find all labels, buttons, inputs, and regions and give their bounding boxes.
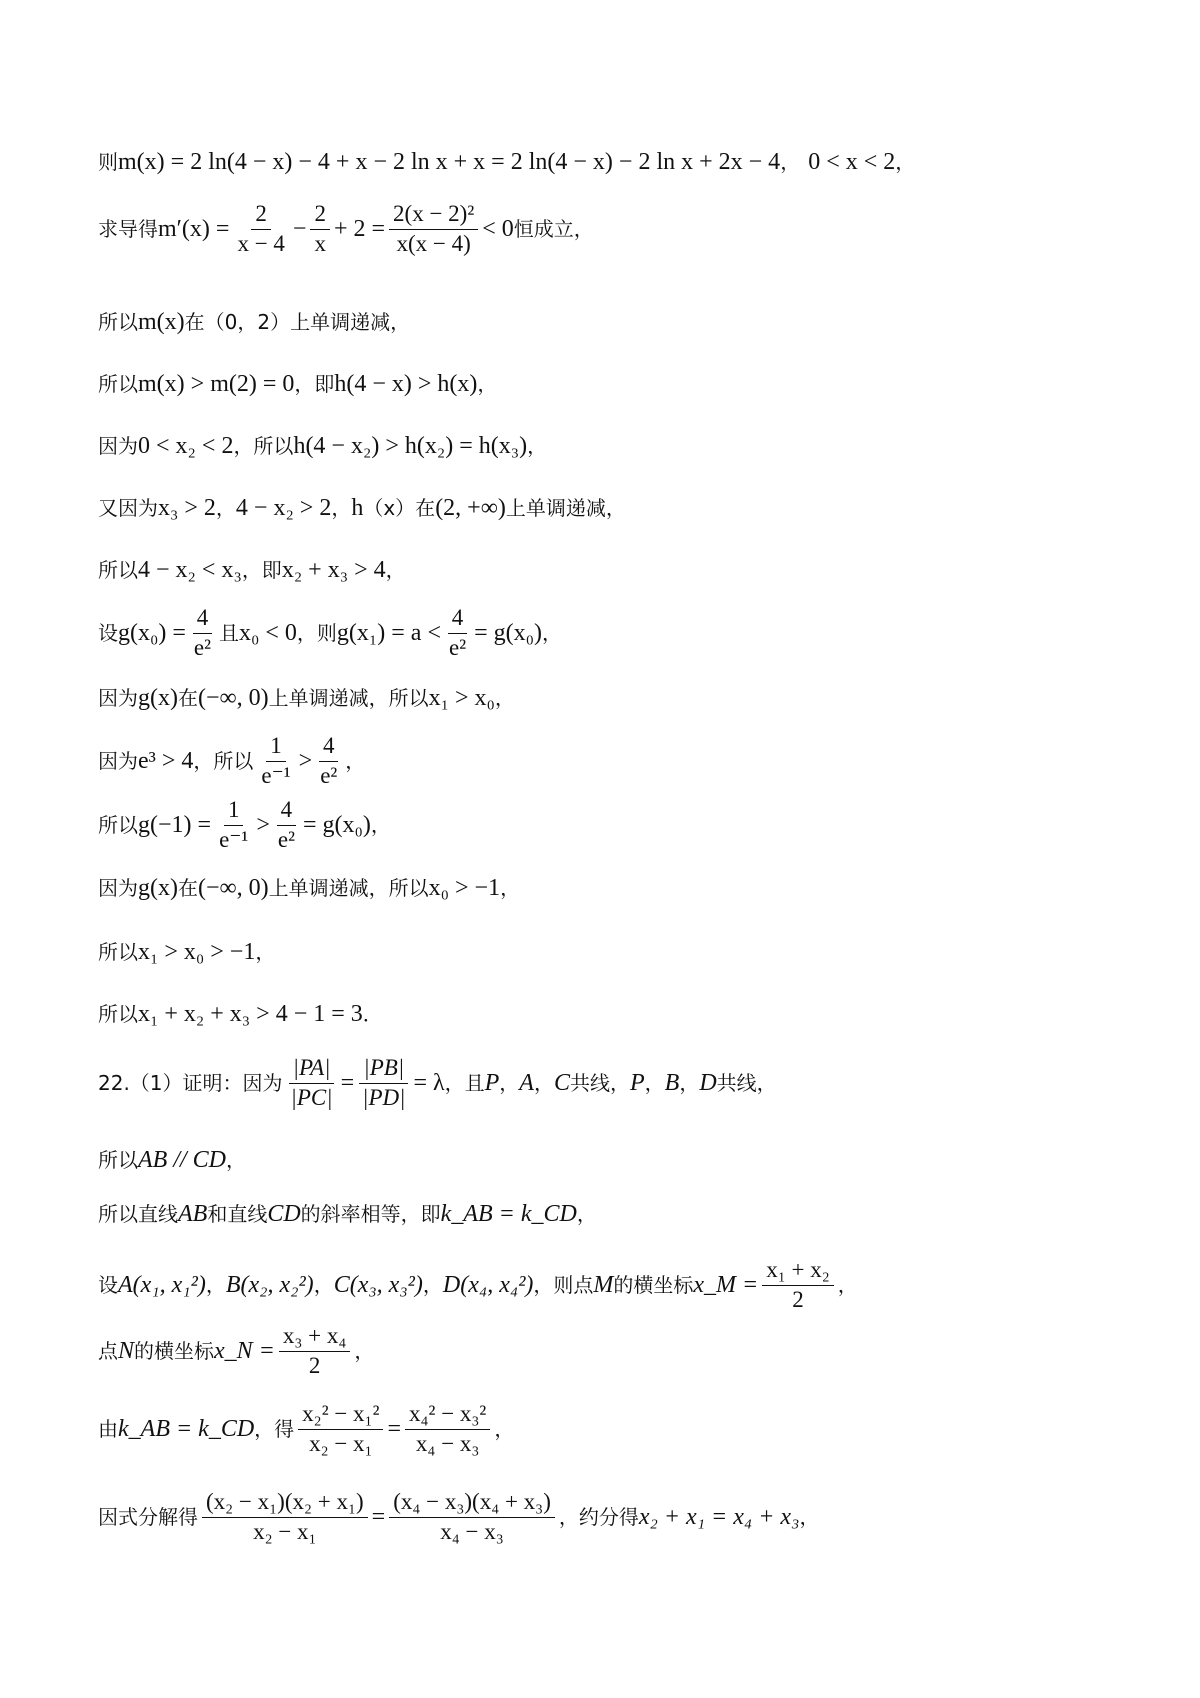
fraction-denominator: e⁻¹ [219,826,249,852]
line-2-plus: + 2 = [333,215,386,242]
point-d: D [699,1069,717,1096]
line-4 [98,370,1140,399]
line-20-fraction-1 [298,1400,383,1459]
line-21-fraction-1 [202,1488,368,1547]
fraction-numerator: 4 [448,604,468,634]
line-6-mid: （x）在 [363,496,436,521]
line-11-end: ， [370,813,391,838]
line-10-end: ， [345,749,366,774]
line-15-collinear-2: 共线， [716,1071,777,1096]
line-18-text-1: ，则点 [533,1273,594,1298]
point-a-coord: A(x₁, x₁²) [118,1271,206,1298]
fraction-denominator: e² [193,634,211,660]
point-p: P [629,1069,645,1096]
line-21-text: ，约分得 [558,1505,639,1530]
fraction-numerator: 2(x − 2)² [389,200,478,230]
point-p: P [484,1069,500,1096]
line-15 [98,1054,1140,1113]
line-8-fraction-2 [445,604,470,663]
line-8-math-3: g(x₁) = a < [336,619,441,646]
line-7-end: ， [385,558,406,583]
line-8-fraction-1 [190,604,215,663]
line-12-math-1: g(x) [138,875,178,901]
line-9-mid-1: 在 [177,686,198,711]
line-4-math-1: m(x) > m(2) = 0 [138,371,295,397]
line-20 [98,1400,1140,1459]
line-10-mid: ，所以 [193,749,254,774]
line-13 [98,938,1140,967]
line-19-text: 的横坐标 [134,1339,215,1364]
line-12-prefix: 因为 [98,876,138,901]
line-21-end: ， [799,1505,820,1530]
line-12-mid-2: 上单调递减，所以 [268,876,429,901]
line-21-fraction-2 [389,1488,555,1547]
fraction-denominator: x₂ − x₁ [309,1430,373,1456]
line-13-prefix: 所以 [98,940,138,965]
line-6-sep-2: ， [331,496,352,521]
line-14 [98,1000,1140,1029]
line-4-mid: ，即 [294,372,335,397]
line-10 [98,732,1140,791]
fraction-numerator: 1 [224,796,244,826]
line-10-math-1: e³ > 4 [138,747,194,774]
line-4-end: ， [477,372,498,397]
fraction-numerator [359,1054,408,1084]
fraction-numerator: (x₄ − x₃)(x₄ + x₃) [389,1488,555,1518]
line-7-prefix: 所以 [98,558,138,583]
line-18 [98,1256,1140,1315]
point-b: B [664,1069,680,1096]
line-12-math-3: x₀ > −1 [428,875,501,901]
line-15-collinear-1: 共线， [569,1071,630,1096]
line-19 [98,1322,1140,1381]
line-19-end: ， [354,1339,375,1364]
fraction-numerator [289,1054,335,1084]
fraction-numerator: 2 [310,200,330,230]
fraction-numerator: 4 [193,604,213,634]
fraction-numerator: (x₂ − x₁)(x₂ + x₁) [202,1488,368,1518]
line-20-math: k_AB = k_CD [118,1415,255,1442]
comma: ， [422,1273,443,1298]
line-20-eq: = [387,1415,402,1442]
line-4-prefix: 所以 [98,372,138,397]
fraction-denominator: e² [320,762,338,788]
line-11-math-2: = g(x₀) [302,811,371,838]
point-b-coord: B(x₂, x₂²) [225,1271,314,1298]
line-20-fraction-2 [405,1400,490,1459]
line-14-math: x₁ + x₂ + x₃ > 4 − 1 = 3 [138,1001,363,1027]
abs-pb: |PB| [363,1055,405,1080]
line-14-prefix: 所以 [98,1002,138,1027]
fraction-denominator: x [314,230,326,256]
line-cd: CD [267,1201,301,1227]
line-9 [98,684,1140,713]
fraction-denominator: x₄ − x₃ [415,1430,480,1456]
line-20-text: ，得 [254,1417,295,1442]
line-6-sep-1: ， [215,496,236,521]
fraction-numerator: x₃ + x₄ [279,1322,351,1352]
line-15-prefix: 22.（1）证明：因为 [98,1071,283,1096]
abs-pa: |PA| [292,1055,331,1080]
line-15-lambda: = λ [413,1069,445,1096]
line-20-prefix: 由 [98,1417,118,1442]
line-6-prefix: 又因为 [98,496,158,521]
line-10-fraction-1 [257,732,294,791]
line-6-math-2: 4 − x₂ > 2 [235,495,332,521]
line-6-math-4: (2, +∞) [435,495,506,521]
line-2-lhs: m′(x) = [158,215,230,242]
fraction-numerator: 2 [251,200,271,230]
fraction-denominator: 2 [792,1286,804,1312]
line-15-mid: ，且 [444,1071,485,1096]
line-5-math-1: 0 < x₂ < 2 [138,433,234,459]
line-5-prefix: 因为 [98,434,138,459]
line-12-math-2: (−∞, 0) [197,875,269,901]
line-11-fraction-2 [274,796,299,855]
line-4-math-2: h(4 − x) > h(x) [334,371,478,397]
fraction-denominator: x − 4 [237,230,285,256]
comma: ， [644,1071,665,1096]
line-17-text-1: 和直线 [207,1202,268,1227]
line-13-end: ， [255,940,276,965]
line-2 [98,200,1140,259]
point-d-coord: D(x₄, x₄²) [442,1271,534,1298]
line-9-math-2: (−∞, 0) [197,685,269,711]
fraction-numerator: 1 [266,732,286,762]
point-m: M [593,1271,614,1298]
line-2-fraction-2 [310,200,330,259]
line-8-end: ， [541,621,562,646]
line-21-eq: = [371,1503,386,1530]
line-9-prefix: 因为 [98,686,138,711]
fraction-denominator: e² [448,634,467,660]
line-2-fraction-3 [389,200,478,259]
line-13-math: x₁ > x₀ > −1 [138,939,256,965]
line-17 [98,1200,1140,1229]
line-9-mid-2: 上单调递减，所以 [268,686,429,711]
line-8-math-4: = g(x₀) [474,619,542,646]
abs-pd: |PD| [362,1084,406,1110]
line-3-prefix: 所以 [98,310,138,335]
line-12 [98,874,1140,903]
line-1-end: ， [895,150,916,175]
line-10-fraction-2 [316,732,341,791]
line-2-tail: < 0 [482,215,514,242]
x-n: x_N = [214,1337,275,1364]
line-6 [98,494,1140,523]
line-17-text-2: 的斜率相等，即 [300,1202,441,1227]
line-21-prefix: 因式分解得 [98,1505,198,1530]
line-16-end: ， [226,1148,246,1173]
line-12-mid-1: 在 [177,876,198,901]
line-3-text: 在（0，2）上单调递减， [184,310,411,335]
line-15-fraction-1 [287,1054,337,1113]
fraction-denominator: e² [277,826,295,852]
line-18-text-2: 的横坐标 [613,1273,694,1298]
line-2-minus: − [292,215,307,242]
line-1-range: 0 < x < 2 [808,149,896,175]
line-16 [98,1146,1140,1175]
line-11-gt: > [256,811,270,838]
line-8-math-1: g(x₀) = [118,619,186,646]
line-1 [98,148,1140,177]
point-n: N [118,1337,135,1364]
comma: ， [533,1071,554,1096]
line-7-math-2: x₂ + x₃ > 4 [281,557,386,583]
line-8-mid-1: 且 [219,621,239,646]
line-8-math-2: x₀ < 0 [239,619,297,646]
comma: ， [205,1273,226,1298]
line-5-math-2: h(4 − x₂) > h(x₂) = h(x₃) [293,433,528,459]
line-9-math-1: g(x) [138,685,178,711]
line-18-end: ， [837,1273,858,1298]
fraction-numerator: x₄² − x₃² [405,1400,490,1430]
line-10-gt: > [298,747,313,774]
line-16-prefix: 所以 [98,1148,138,1173]
fraction-numerator: 4 [277,796,297,826]
fraction-numerator: x₂² − x₁² [298,1400,383,1430]
abs-pc: |PC| [290,1084,333,1110]
line-7-mid: ，即 [241,558,282,583]
line-18-prefix: 设 [98,1273,118,1298]
point-a: A [519,1069,534,1096]
line-8 [98,604,1140,663]
line-21-math: x₂ + x₁ = x₄ + x₃ [638,1503,800,1530]
line-5-mid: ，所以 [233,434,294,459]
fraction-denominator [287,1084,337,1113]
line-1-prefix: 则 [98,150,118,175]
line-11-prefix: 所以 [98,813,138,838]
line-12-end: ， [500,876,521,901]
line-ab: AB [178,1201,208,1227]
fraction-denominator: x(x − 4) [396,230,471,256]
fraction-numerator: 4 [319,732,339,762]
line-5 [98,432,1140,461]
line-17-end: ， [576,1202,597,1227]
line-9-end: ， [494,686,515,711]
comma: ， [679,1071,700,1096]
line-1-equation: m(x) = 2 ln(4 − x) − 4 + x − 2 ln x + x = 2 ln(4 − x) − 2 ln x + 2x − 4 [118,149,781,175]
line-14-end: ． [362,1002,383,1027]
fraction-denominator: e⁻¹ [261,762,291,788]
line-16-math: AB // CD [138,1147,226,1173]
comma: ， [313,1273,334,1298]
line-2-fraction-1 [233,200,288,259]
fraction-denominator: 2 [308,1352,321,1378]
line-7-math-1: 4 − x₂ < x₃ [138,557,242,583]
comma: ， [499,1071,520,1096]
fraction-numerator: x₁ + x₂ [762,1256,834,1286]
fraction-denominator [358,1084,409,1113]
line-15-eq: = [340,1069,355,1096]
line-2-prefix: 求导得 [98,217,158,242]
line-11-math-1: g(−1) = [138,811,212,838]
line-19-fraction [279,1322,351,1381]
line-6-math-1: x₃ > 2 [158,495,216,521]
line-8-prefix: 设 [98,621,118,646]
line-3 [98,308,1140,337]
line-18-fraction [762,1256,834,1315]
fraction-denominator: x₄ − x₃ [440,1518,504,1544]
line-15-fraction-2 [358,1054,409,1113]
line-19-prefix: 点 [98,1339,118,1364]
line-11 [98,796,1140,855]
line-3-math: m(x) [138,309,185,335]
line-11-fraction-1 [215,796,252,855]
x-m: x_M = [693,1271,759,1298]
point-c: C [553,1069,570,1096]
line-17-math: k_AB = k_CD [440,1201,577,1227]
line-21 [98,1488,1140,1547]
line-1-sep: ， [780,150,801,175]
line-10-prefix: 因为 [98,749,138,774]
line-6-suffix: 上单调递减， [505,496,626,521]
line-17-prefix: 所以直线 [98,1202,178,1227]
line-6-math-3: h [351,495,364,521]
fraction-denominator: x₂ − x₁ [253,1518,317,1544]
line-9-math-3: x₁ > x₀ [428,685,495,711]
line-7 [98,556,1140,585]
line-8-mid-2: ，则 [296,621,337,646]
line-5-end: ， [527,434,548,459]
line-2-suffix: 恒成立， [513,217,594,242]
line-20-end: ， [494,1417,515,1442]
point-c-coord: C(x₃, x₃²) [333,1271,423,1298]
